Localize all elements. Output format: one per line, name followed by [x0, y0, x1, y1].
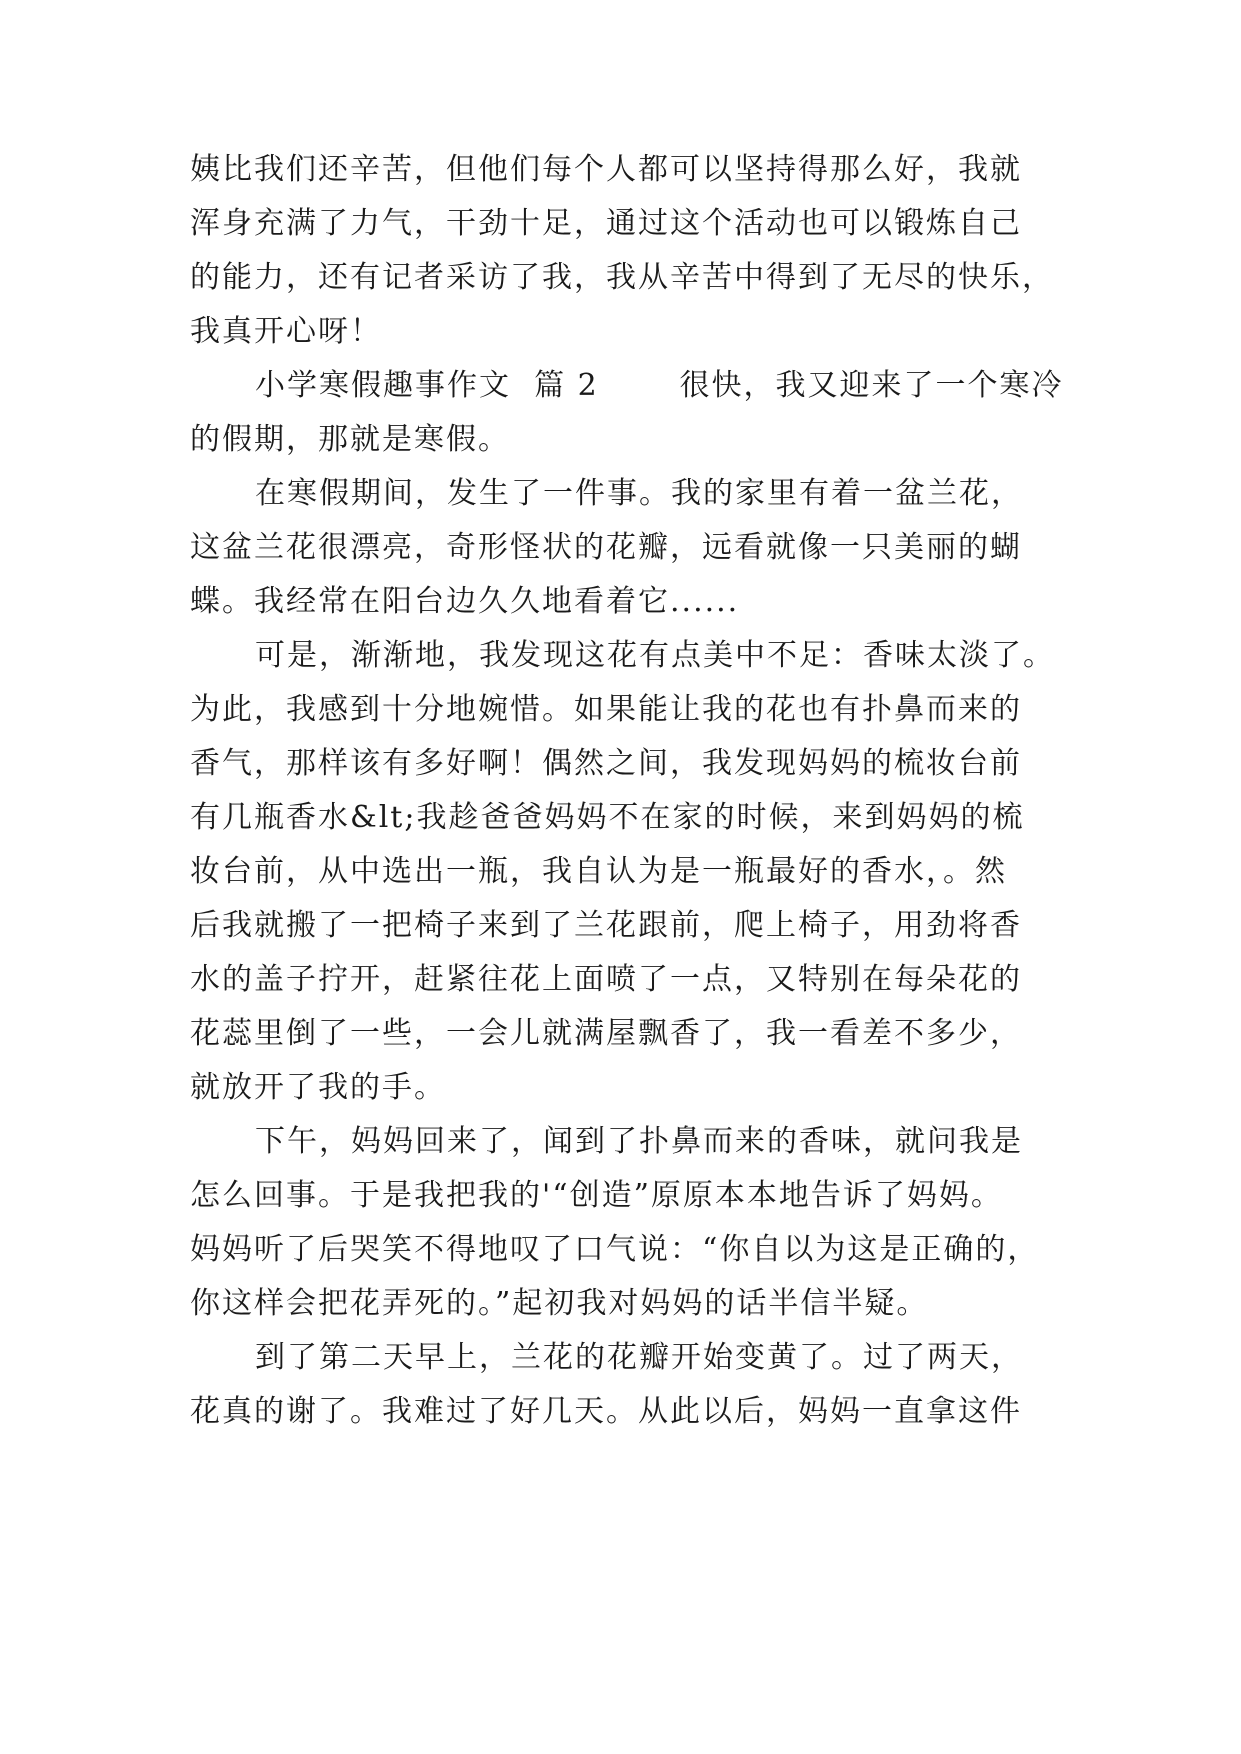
text-line: 你这样会把花弄死的。”起初我对妈妈的话半信半疑。 [190, 1286, 929, 1321]
paragraph-start-line: 在寒假期间，发生了一件事。我的家里有着一盆兰花， [255, 476, 1023, 511]
text-line: 的假期，那就是寒假。 [190, 422, 510, 457]
paragraph-start-line: 下午，妈妈回来了，闻到了扑鼻而来的香味，就问我是 [255, 1124, 1023, 1159]
text-line: 就放开了我的手。 [190, 1070, 446, 1105]
text-line: 水的盖子拧开，赶紧往花上面喷了一点，又特别在每朵花的 [190, 962, 1022, 997]
text-line: 为此，我感到十分地婉惜。如果能让我的花也有扑鼻而来的 [190, 692, 1022, 727]
text-line: 妆台前，从中选出一瓶，我自认为是一瓶最好的香水，。然 [190, 854, 1007, 889]
text-line: 浑身充满了力气，干劲十足，通过这个活动也可以锻炼自己 [190, 206, 1022, 241]
text-line: 花蕊里倒了一些，一会儿就满屋飘香了，我一看差不多少， [190, 1016, 1022, 1051]
text-line: 我真开心呀！ [190, 314, 382, 349]
text-line: 香气，那样该有多好啊！偶然之间，我发现妈妈的梳妆台前 [190, 746, 1022, 781]
text-line: 蝶。我经常在阳台边久久地看着它...... [190, 584, 740, 619]
text-line: 妈妈听了后哭笑不得地叹了口气说：“你自以为这是正确的， [190, 1232, 1040, 1267]
text-line: 怎么回事。于是我把我的'“创造”原原本本地告诉了妈妈。 [190, 1178, 1003, 1213]
text-line: 有几瓶香水&lt;我趁爸爸妈妈不在家的时候，来到妈妈的梳 [190, 800, 1025, 835]
text-line: 花真的谢了。我难过了好几天。从此以后，妈妈一直拿这件 [190, 1394, 1022, 1429]
text-line: 这盆兰花很漂亮，奇形怪状的花瓣，远看就像一只美丽的蝴 [190, 530, 1022, 565]
paragraph-start-line: 到了第二天早上，兰花的花瓣开始变黄了。过了两天， [255, 1340, 1023, 1375]
paragraph-start-line: 可是，渐渐地，我发现这花有点美中不足：香味太淡了。 [255, 638, 1055, 673]
section-heading-line: 小学寒假趣事作文 篇 2 很快，我又迎来了一个寒冷 [255, 368, 1064, 403]
text-line: 的能力，还有记者采访了我，我从辛苦中得到了无尽的快乐， [190, 260, 1054, 295]
text-line: 后我就搬了一把椅子来到了兰花跟前，爬上椅子，用劲将香 [190, 908, 1022, 943]
text-line: 姨比我们还辛苦，但他们每个人都可以坚持得那么好，我就 [190, 152, 1022, 187]
